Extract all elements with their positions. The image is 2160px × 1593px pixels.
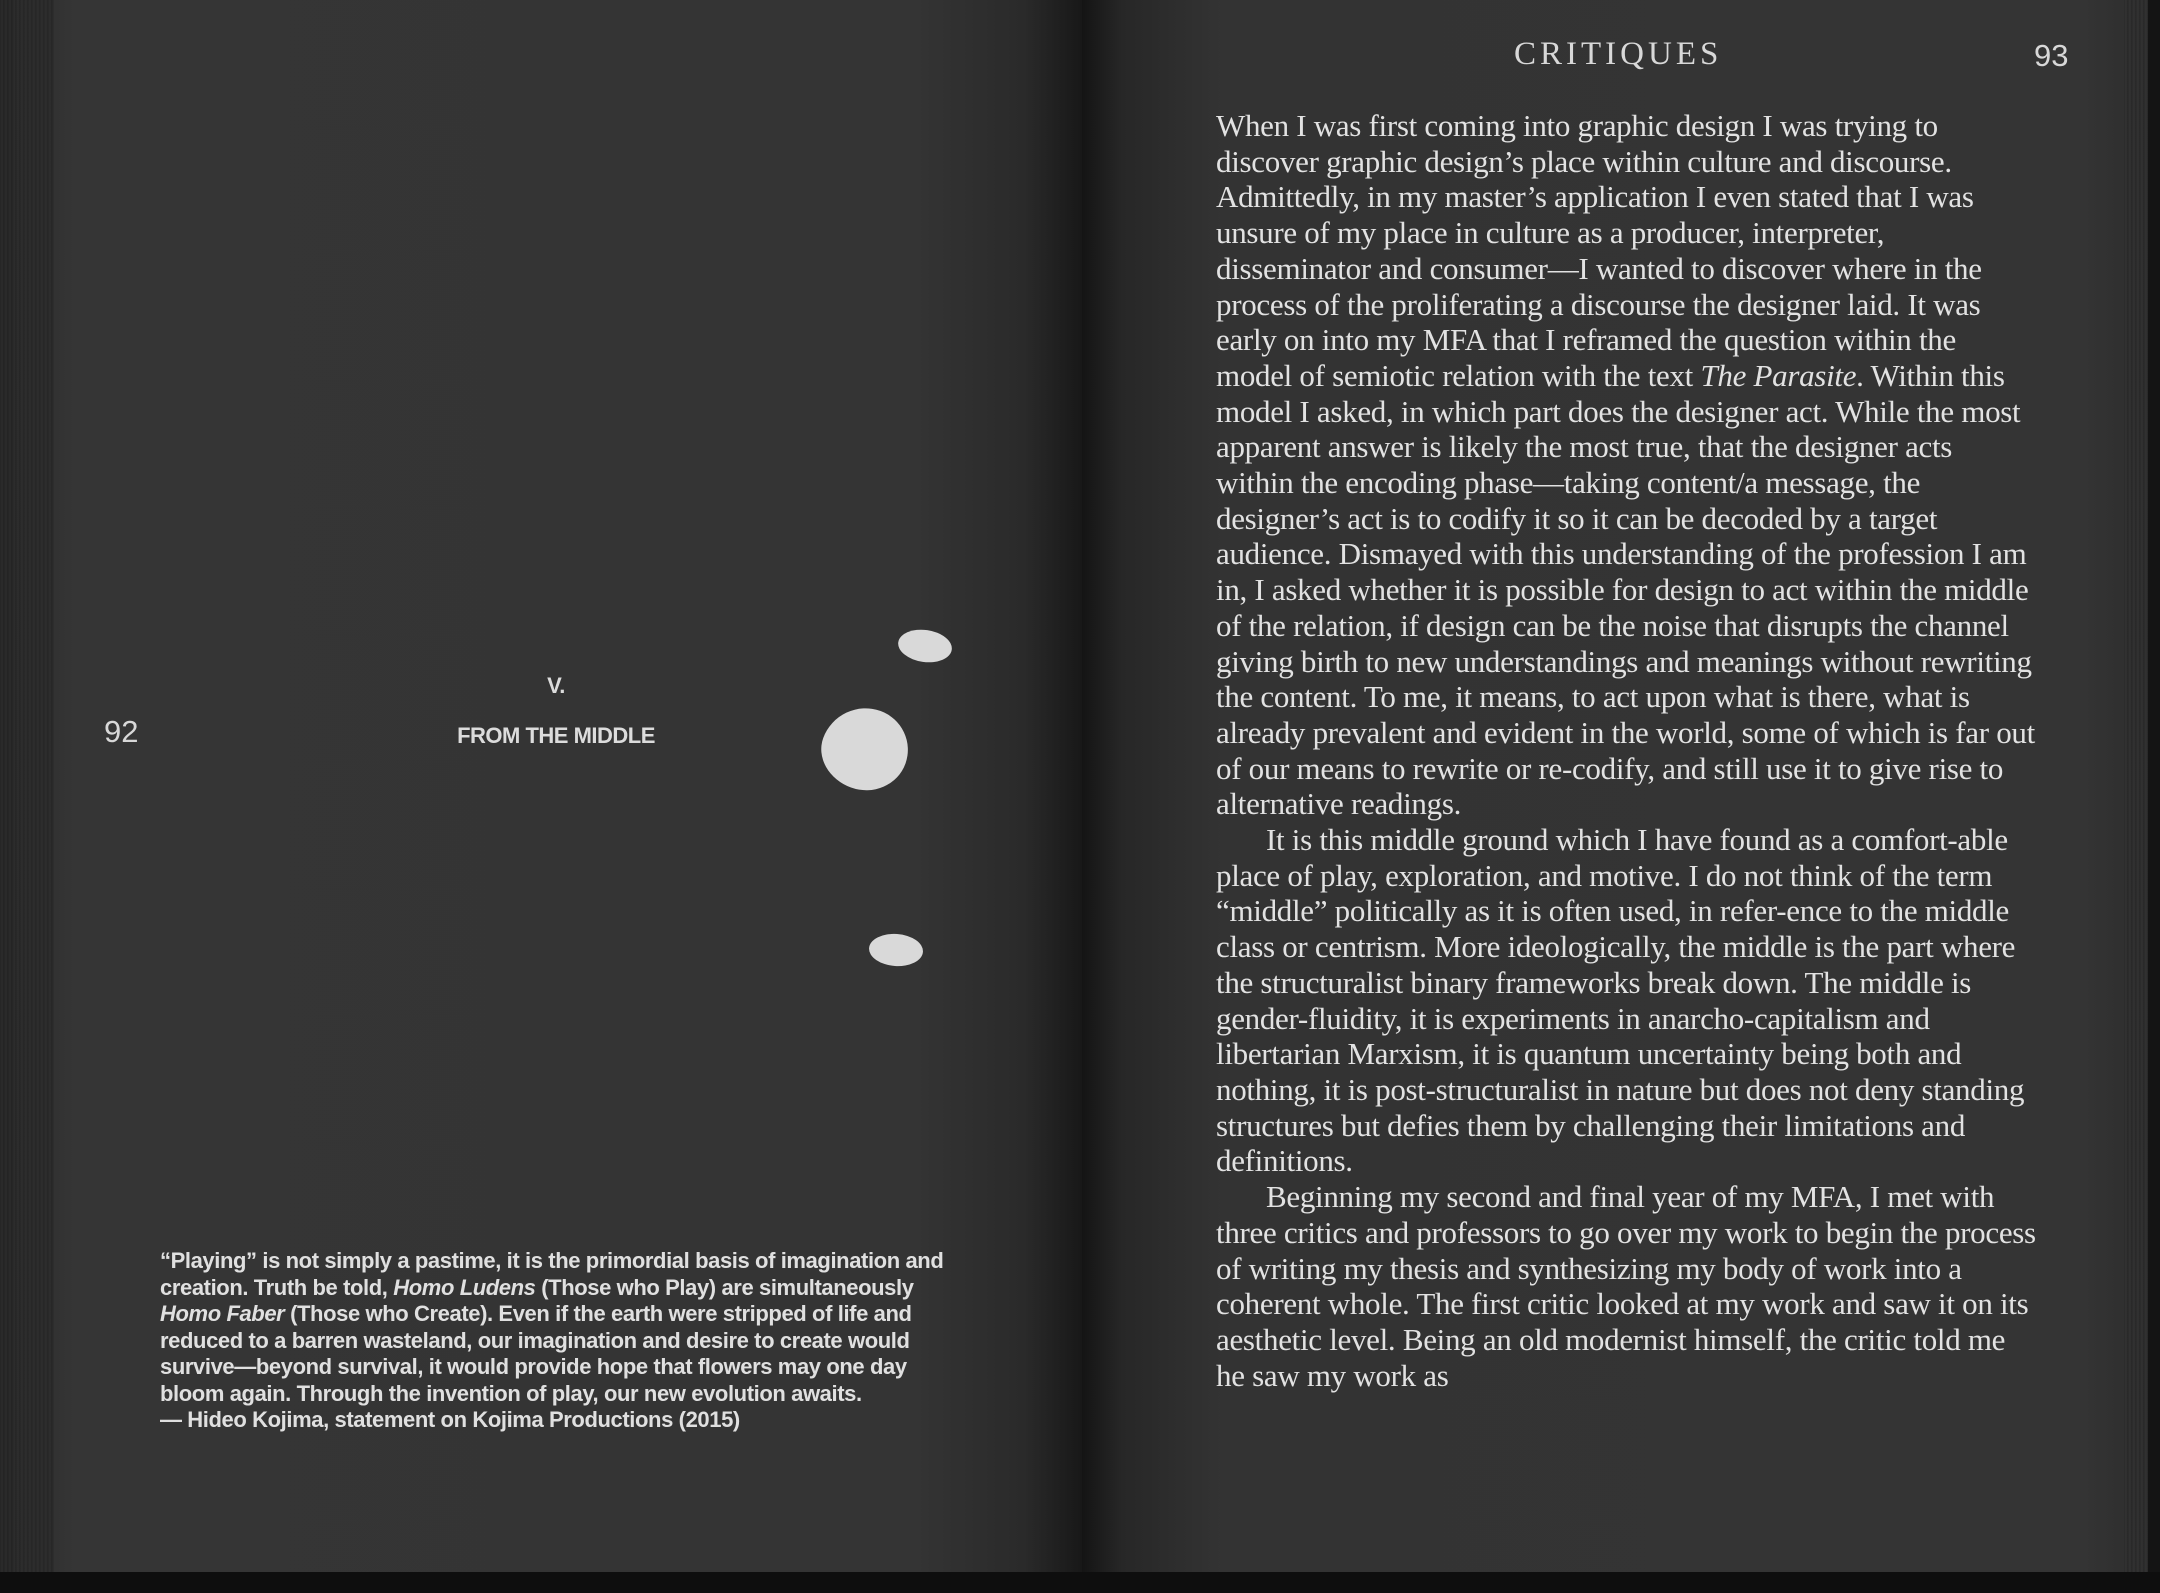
left-page-edges (0, 0, 54, 1580)
right-page-edges (2124, 0, 2148, 1580)
body-text-run: . Within this model I asked, in which part does the designer act. While the most apparent answer is likely the most true, that the designer acts within the encoding phase—taking content/a message, the designer’s act is to codify it so it can be decoded by a target audience. Dismayed with this understanding of the profession I am in, I asked whether it is possible for design to act within the middle of the relation, if design can be the noise that disrupts the channel giving birth to new understandings and meanings without rewriting the content. To me, it means, to act upon what is there, what is already prevalent and evident in the world, some of which is far out of our means to rewrite or re-codify, and still use it to give rise to alternative readings. (1216, 357, 2035, 822)
body-paragraph (1216, 108, 2036, 822)
epigraph-text: (Those who Play) are simultaneously (535, 1274, 914, 1300)
page-number-left: 92 (104, 714, 139, 749)
epigraph-emphasis: Homo Faber (160, 1301, 285, 1326)
epigraph (160, 1248, 960, 1434)
epigraph-attribution: — Hideo Kojima, statement on Kojima Productions (2015) (160, 1407, 740, 1432)
chapter-title: FROM THE MIDDLE (457, 723, 655, 748)
page-number-right: 93 (2034, 38, 2069, 73)
epigraph-text: (Those who Create). Even if the earth were stripped of life and reduced to a barren wasteland, our imagination and desire to create would survive—beyond survival, it would provide hope that flowers may one day bloom again. Through the invention of play, our new evolution awaits. (160, 1301, 912, 1406)
body-text (1216, 108, 2036, 1393)
epigraph-text: “Playing” is not simply a pastime, it is the primordial basis of imagination and creation. Truth be told, (160, 1248, 944, 1300)
bottom-shadow (0, 1572, 2160, 1593)
body-paragraph: It is this middle ground which I have found as a comfort-able place of play, exploration, and motive. I do not think of the term “middle” politically as it is often used, in refer-ence to the middle class or centrism. More ideologically, the middle is the part where the structuralist binary frameworks break down. The middle is gender-fluidity, it is experiments in anarcho-capitalism and libertarian Marxism, it is quantum uncertainty being both and nothing, it is post-structuralist in nature but does not deny standing structures but defies them by challenging their limitations and definitions. (1216, 822, 2025, 1179)
book-title-emphasis: The Parasite (1700, 357, 1857, 393)
body-paragraph: Beginning my second and final year of my MFA, I met with three critics and professors to go over my work to begin the process of writing my thesis and synthesizing my body of work into a coherent whole. The first critic looked at my work and saw it on its aesthetic level. Being an old modernist himself, the critic told me he saw my work as (1216, 1179, 2036, 1393)
running-head: CRITIQUES (1514, 36, 1723, 72)
body-text-run: When I was first coming into graphic design I was trying to discover graphic design’s place within culture and discourse. Admittedly, in my master’s application I even stated that I was unsure of my place in culture as a producer, interpreter, disseminator and consumer—I wanted to discover where in the process of the proliferating a discourse the designer laid. It was early on into my MFA that I reframed the question within the model of semiotic relation with the text (1216, 108, 1982, 393)
chapter-number: V. (547, 673, 565, 698)
epigraph-emphasis: Homo Ludens (393, 1274, 536, 1300)
